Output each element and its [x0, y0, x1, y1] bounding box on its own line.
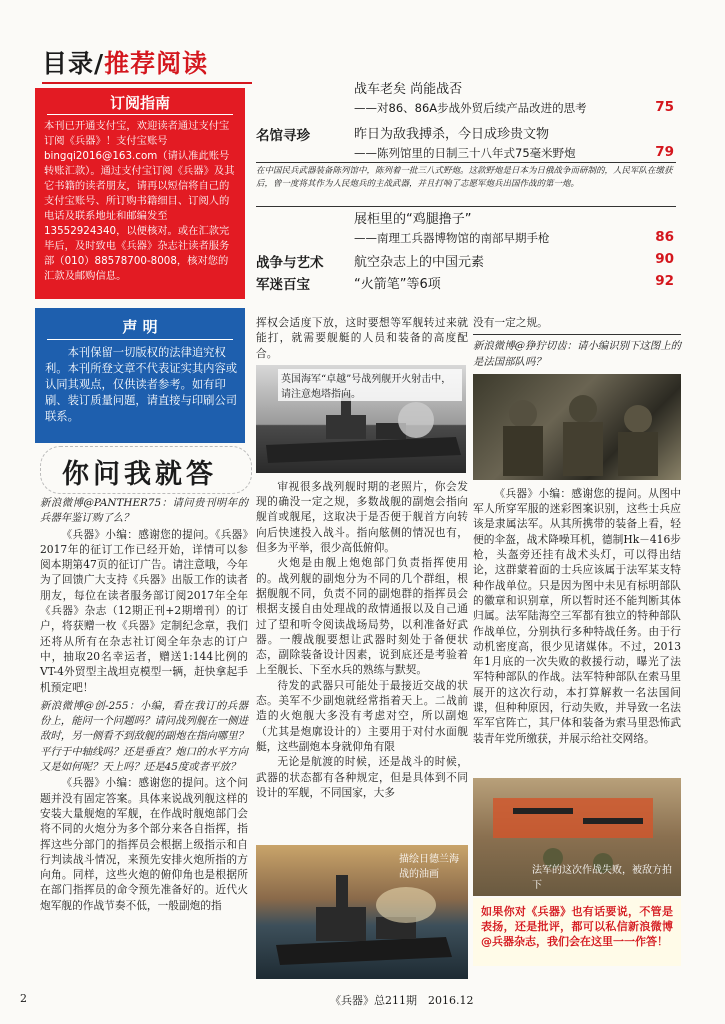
page-title	[42, 44, 208, 80]
question: 新浪微博@创-255：小编，看在我订的兵器份上，能问一个问题吗？请问战列舰在一侧进敌时，另一侧看不到敌舰的副炮在指向哪里？平行于中轴线吗？还是垂直？炮口的水平方向又是如何呢？天上吗？还是45度或者平放？	[40, 699, 248, 774]
paragraph: 待发的武器只可能处于最接近交战的状态。美军不少副炮就经常指着天上。二战前造的火炮舰大多没有考虑对空，所以副炮（尤其是炮廓设计的）主要用于对付水面舰艇，这些副炮本身就仰角有限	[256, 678, 468, 753]
issue-info: 《兵器》总211期 2016.12	[330, 994, 474, 1007]
paragraph: 火炮是由舰上炮炮部门负责指挥使用的。战列舰的副炮分为不同的几个群组，根据舰舰不同，负责不同的副炮群的指挥员会根据支援自由处理战的敌情通报以及自己通过了望和听令阅读战场局势，以利准备好武器。一艘战舰要想让武器时刻处于备便状态，副除装备设计因素，说到底还是考验着上至舰长、下至水兵的熟练与默契。	[256, 556, 468, 677]
title-black: 目录/	[42, 49, 105, 78]
toc-section: 战争与艺术	[256, 255, 324, 271]
soldiers-in-helicopter-icon	[473, 374, 681, 480]
paragraph: 没有一定之规。	[473, 316, 548, 329]
answer: 《兵器》小编：感谢您的提问。从图中军人所穿军服的迷彩图案识别，这些士兵应该是隶属法军。从其所携带的装备上看，轻便的伞盔，战术降噪耳机，德制Hk－416步枪，头盔旁还挂有战术头灯，可以得出结论，这群蒙着面的士兵应该属于法军某支特种作战单位。只是因为图中未见有标明部队的徽章和识别章，所以暂时还不能判断其体归属。法军陆海空三军都有独立的特种部队作战单位，分别执行多种特战任务。由于行动机密度高，很少见诸媒体。不过，2013年1月底的一次失败的救援行动，曝光了法军特种部队的作战。法军特种部队在索马里展开的这次行动，本打算解救一名法国间谍，但种种原因，行动失败，并导致一名法军军官阵亡，其尸体和装备为索马里恐怖武装青年党所缴获，并展示给社交网络。	[473, 486, 681, 745]
question: 新浪微博@狰狞切齿：请小编识别下这图上的是法国部队吗？	[473, 340, 681, 368]
toc-item-page: 79	[655, 144, 674, 160]
toc-item-page: 86	[655, 229, 674, 245]
soldiers-photo	[473, 374, 681, 480]
toc-item-subtitle: ——对86、86A步战外贸后续产品改进的思考	[354, 101, 587, 115]
divider	[473, 334, 681, 335]
toc-item-page: 75	[655, 99, 674, 115]
question: 新浪微博@PANTHER75：请问贵刊明年的兵器年鉴订购了么？	[40, 497, 248, 525]
naval-painting	[256, 845, 468, 979]
column-2	[256, 315, 468, 800]
header-underline	[42, 82, 252, 84]
paragraph: 无论是航渡的时候，还是战斗的时候，武器的状态都有各种规定，但是具体到不同设计的军舰，不同国家，大多	[256, 755, 468, 799]
captured-equipment-photo	[473, 778, 681, 896]
qa-title: 你问我就答	[62, 459, 217, 490]
divider	[47, 114, 233, 115]
column-3	[473, 315, 681, 746]
photo-caption: 法军的这次作战失败，被敌方拍下	[532, 865, 672, 891]
paragraph: 审视很多战列舰时期的老照片，你会发现的确没一定之规，多数战舰的副炮会指向舰首或舰尾，这取决于是否便于舰首方向转向后快速投入战斗。指向舷侧的情况也有，但多为平举，很少高低俯仰。	[256, 479, 468, 555]
photo-caption: 英国海军“卓越”号战列舰开火射击中，请注意炮塔指向。	[278, 369, 462, 401]
toc-section: 军迷百宝	[256, 277, 310, 293]
toc-item-title: 昨日为敌我搏杀，今日成珍贵文物	[354, 127, 550, 142]
toc-item-title: 航空杂志上的中国元素	[354, 255, 485, 270]
toc-section: 名馆寻珍	[256, 128, 310, 144]
photo-caption: 描绘日德兰海战的油画	[399, 854, 459, 880]
statement-box	[35, 308, 245, 443]
toc-item-title: 展柜里的“鸡腿撸子”	[354, 212, 472, 227]
statement-heading: 声 明	[122, 318, 158, 336]
toc-item-page: 92	[655, 273, 674, 289]
page-number: 2	[20, 992, 27, 1005]
answer: 《兵器》小编：感谢您的提问。《兵器》2017年的征订工作已经开始，详情可以参阅本期第47页的征订广告。请注意哦，今年为了回馈广大支持《兵器》出版工作的读者朋友，每位在读者服务部订阅2017年全年《兵器》杂志（12期正刊+2期增刊）的订户，将获赠一枚《兵器》定制纪念章，我们还将从所有在杂志社订阅全年杂志的订户中，抽取20名幸运者，赠送1:144比例的VT-4外贸型主战坦克模型一辆，赶快拿起手机预定吧！	[40, 527, 248, 694]
toc-note: 在中国民兵武器装备陈列馆中，陈列着一批三八式野炮。这款野炮是日本为日俄战争而研制的，人民军队在缴获后，曾一度将其作为人民炮兵的主战武器，并且打响了志愿军炮兵出国作战的第一炮。	[256, 166, 673, 189]
statement-body: 本刊保留一切版权的法律追究权利。本刊所登文章不代表证实其内容或认同其观点，仅供读者参考。如有印刷、装订质量问题，请直接与印刷公司联系。	[45, 346, 238, 423]
subscription-box	[35, 88, 245, 299]
callout-text: 如果你对《兵器》也有话要说，不管是表扬，还是批评，都可以私信新浪微博@兵器杂志，我们会在这里一一作答！	[481, 905, 673, 948]
callout-box	[473, 898, 681, 966]
answer: 《兵器》小编：感谢您的提问。这个问题并没有固定答案。具体来说战列舰这样的安装大量舰炮的军舰，在作战时舰炮部门会将不同的火炮分为多个部分来各自指挥，指挥这些分部门的指挥员会根据上级指示和自行判读战斗情况，来预先安排火炮所指的方向角。同样，这些火炮的俯仰角也是根据所在部门指挥员的命令预先准备好的。近代火炮军舰的作战节奏不低，一般副炮的指	[40, 776, 248, 912]
toc-item-title: 战车老矣 尚能战否	[354, 82, 463, 97]
toc-item-title: “火箭笔”等6项	[354, 277, 441, 292]
toc-item-subtitle: ——陈列馆里的日制三十八年式75毫米野炮	[354, 146, 576, 160]
toc-item-subtitle: ——南理工兵器博物馆的南部早期手枪	[354, 231, 550, 245]
toc	[256, 74, 676, 294]
paragraph: 挥权会适度下放，这时要想等军舰转过来就能打，就需要舰艇的人员和装备的高度配合。	[256, 316, 468, 360]
title-red: 推荐阅读	[104, 49, 209, 78]
subscription-heading: 订阅指南	[109, 94, 170, 112]
toc-item-page: 90	[655, 251, 674, 267]
divider	[47, 339, 233, 340]
divider	[256, 162, 676, 163]
divider	[256, 206, 676, 207]
subscription-body: 本刊已开通支付宝，欢迎读者通过支付宝订阅《兵器》！支付宝账号bingqi2016@163.com（请认准此账号转账汇款）。通过支付宝订阅《兵器》及其它书籍的读者朋友，请再以短信将自己的支付宝账号、所订购书籍细目、订阅人的电话及联系地址和邮编发至13552924340，以便核对。或在汇款完毕后，及时致电《兵器》杂志社读者服务部（010）88578700-8008，核对您的汇款及邮购信息。	[44, 120, 235, 282]
column-1	[40, 496, 248, 913]
battleship-photo	[256, 365, 466, 473]
